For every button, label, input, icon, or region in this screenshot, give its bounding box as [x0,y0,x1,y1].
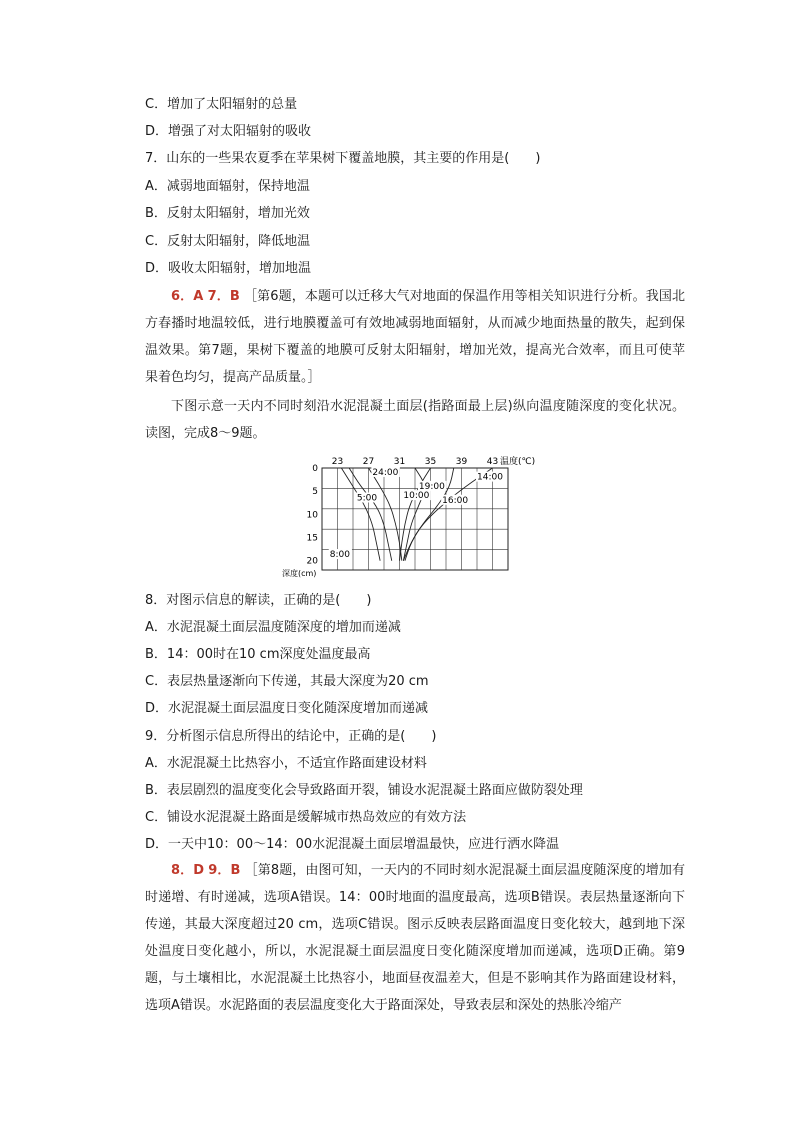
temperature-curve [349,468,392,561]
y-tick-label: 5 [312,487,318,498]
y-axis-label: 深度(cm) [282,569,317,578]
line-d6: D．增强了对太阳辐射的吸收 [145,124,312,139]
x-tick-label: 43 [486,457,499,467]
x-axis-label: 温度(℃) [500,457,536,467]
series-label: 5:00 [356,493,378,504]
y-tick-label: 0 [312,464,318,474]
chart-intro: 下图示意一天内不同时刻沿水泥混凝土面层(指路面最上层)纵向温度随深度的变化状况。读图，完成8～9题。 [145,399,685,441]
series-label: 14:00 [477,472,503,483]
option-9a: A．水泥混凝土比热容小，不适宜作路面建设材料 [145,756,427,771]
question-8: 8．对图示信息的解读，正确的是( ) [145,593,372,608]
series-label: 10:00 [403,491,430,502]
temperature-curve [369,468,402,561]
option-9b: B．表层剧烈的温度变化会导致路面开裂，铺设水泥混凝土路面应做防裂处理 [145,783,583,798]
option-7a: A．减弱地面辐射，保持地温 [145,179,310,194]
option-8d: D．水泥混凝土面层温度日变化随深度增加而递减 [145,701,429,716]
answer-9-key: 9．B [208,863,241,878]
temperature-curve [341,468,380,561]
answer-8-9 [145,857,685,1019]
answer-8-key: 8．D [171,863,205,878]
x-tick-label: 35 [424,457,437,467]
series-label: 8:00 [329,550,350,561]
x-tick-label: 27 [362,457,375,467]
answer-7-key: 7．B [207,289,240,304]
option-9d: D．一天中10：00～14：00水泥混凝土面层增温最快，应进行洒水降温 [145,837,560,852]
option-8b: B．14：00时在10 cm深度处温度最高 [145,647,371,662]
question-7: 7．山东的一些果农夏季在苹果树下覆盖地膜，其主要的作用是( ) [145,151,541,166]
answer-6-7-text: ［第6题，本题可以迁移大气对地面的保温作用等相关知识进行分析。我国北方春播时地温较低，进行地膜覆盖可有效地减弱地面辐射，从而减少地面热量的散失，起到保温效果。第7题，果树下覆盖的地膜可反射太阳辐射，增加光效，提高光合效率，而且可使苹果着色均匀，提高产品质量。］ [145,289,685,385]
question-9: 9．分析图示信息所得出的结论中，正确的是( ) [145,729,437,744]
line-c6: C．增加了太阳辐射的总量 [145,97,298,112]
answer-6-key: 6．A [171,289,204,304]
x-tick-label: 23 [331,457,344,467]
option-8c: C．表层热量逐渐向下传递，其最大深度为20 cm [145,674,429,689]
option-7d: D．吸收太阳辐射，增加地温 [145,261,312,276]
option-7c: C．反射太阳辐射，降低地温 [145,234,311,249]
series-label: 24:00 [372,467,399,478]
x-tick-label: 39 [455,457,468,467]
answer-6-7 [145,283,685,391]
chart-curves [329,467,505,561]
y-tick-label: 20 [306,556,318,567]
series-label: 19:00 [418,481,445,492]
option-7b: B．反射太阳辐射，增加光效 [145,206,310,221]
series-label: 16:00 [442,495,469,506]
x-tick-label: 31 [393,457,406,467]
option-8a: A．水泥混凝土面层温度随深度的增加而递减 [145,620,401,635]
y-tick-label: 10 [306,510,318,521]
temperature-depth-chart [282,452,536,578]
answer-8-9-text: ［第8题，由图可知，一天内的不同时刻水泥混凝土面层温度随深度的增加有时递增、有时递减，选项A错误。14：00时地面的温度最高，选项B错误。表层热量逐渐向下传递，其最大深度超过20 cm，选项C错误。图示反映表层路面温度日变化较大，越到地下深处温度日变化越小，所以，水泥混凝土面层温度日变化随深度增加而递减，选项D正确。第9题，与土壤相比，水泥混凝土比热容小，地面昼夜温差大，但是不影响其作为路面建设材料，选项A错误。水泥路面的表层温度变化大于路面深处，导致表层和深处的热胀冷缩产 [145,863,685,1013]
y-tick-label: 15 [306,533,318,544]
option-9c: C．铺设水泥混凝土路面是缓解城市热岛效应的有效方法 [145,810,467,825]
